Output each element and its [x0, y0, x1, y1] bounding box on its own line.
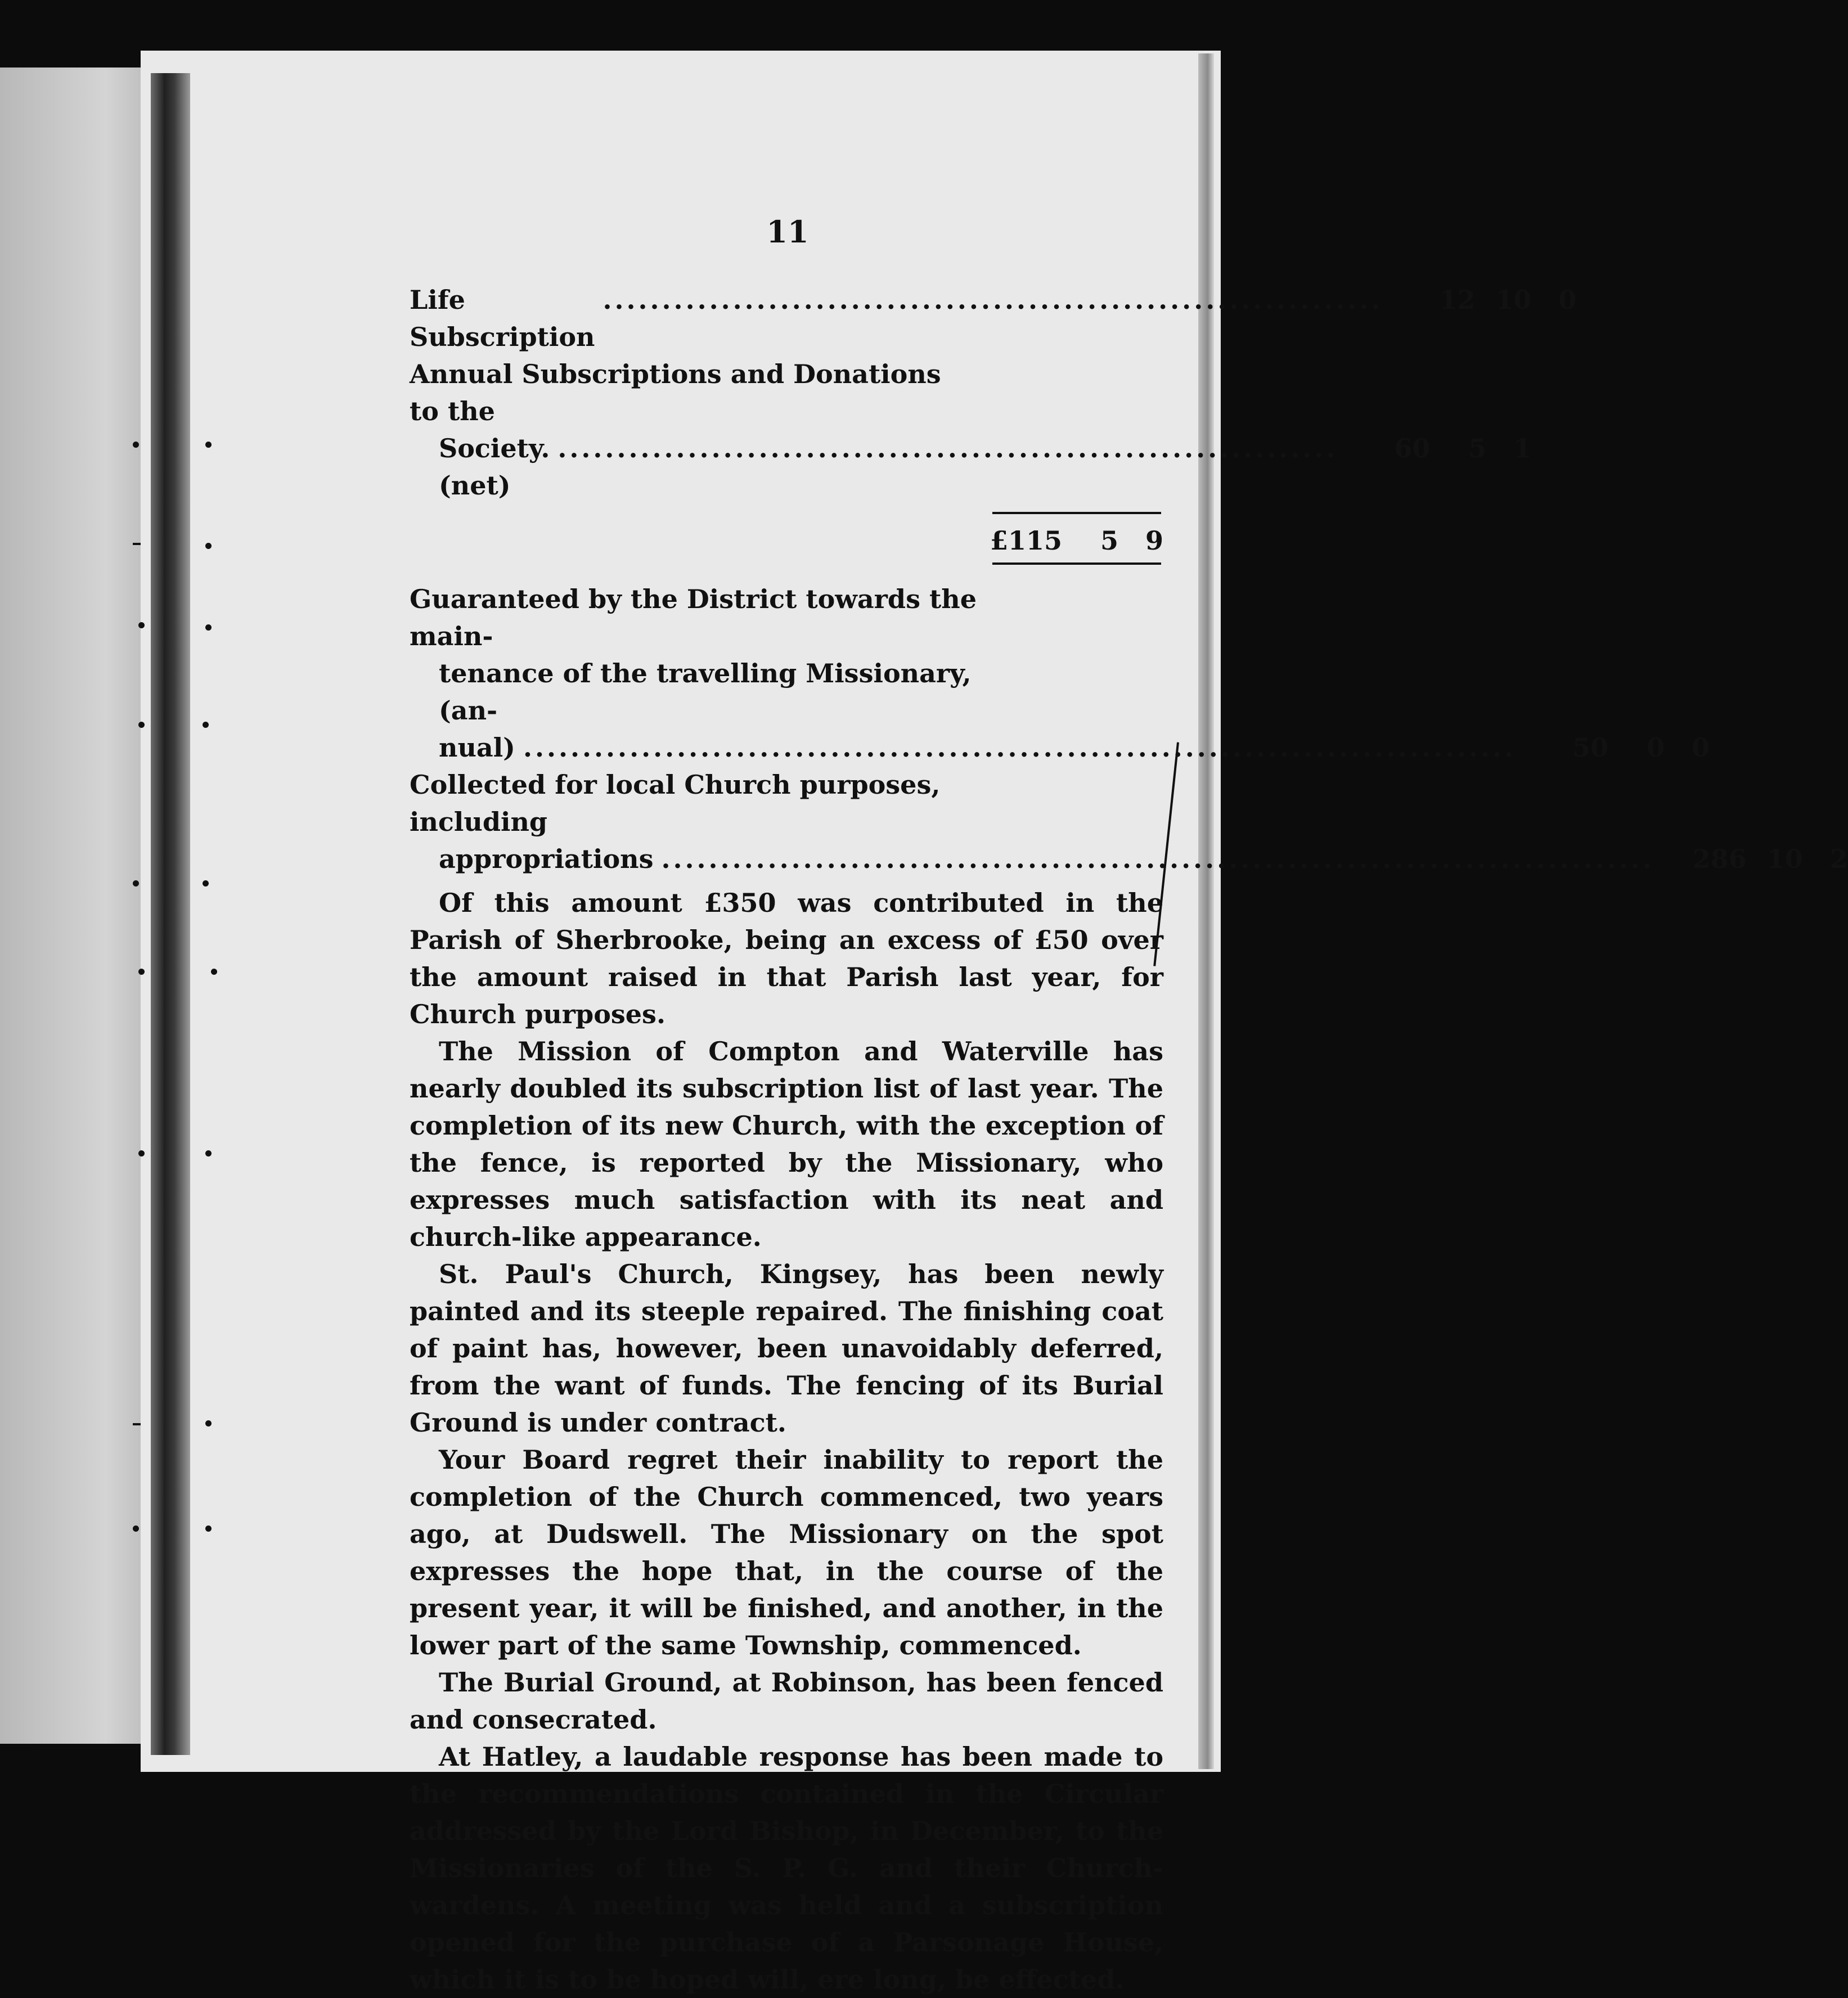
- ledger-row: [410, 580, 1710, 766]
- ledger-row: [410, 766, 1848, 878]
- leader-dots: ..................................................................: [602, 285, 1383, 315]
- margin-mark-dot: [138, 622, 145, 628]
- margin-mark-dot: [205, 543, 212, 549]
- ledger-description: Life Subscription: [410, 285, 595, 352]
- total-rule-bottom: [992, 562, 1161, 565]
- margin-mark-dot: [138, 1150, 145, 1156]
- ledger-amount: 286 10 2: [1692, 844, 1848, 874]
- margin-mark-dot: [138, 722, 145, 728]
- margin-mark-dot: [133, 1526, 139, 1532]
- book-gutter: [151, 73, 190, 1755]
- margin-mark-dot: [205, 624, 212, 631]
- margin-mark-dot: [205, 1420, 212, 1426]
- ledger-description: tenance of the travelling Missionary, (an-: [439, 658, 972, 726]
- margin-mark-dot: [133, 442, 139, 448]
- page-number: 11: [766, 214, 809, 250]
- ledger-row: [410, 281, 1577, 356]
- leader-dots: ..................................................................: [557, 433, 1338, 464]
- ledger-amount: 60 5 1: [1394, 433, 1532, 464]
- margin-mark-dot: [203, 722, 209, 728]
- total-rule-top: [992, 512, 1161, 514]
- margin-mark-dot: [205, 1526, 212, 1532]
- margin-mark-dot: [133, 880, 139, 886]
- paragraph: The Burial Ground, at Robinson, has been fenced and consecrated.: [410, 1667, 1163, 1735]
- ledger-amount: 12 10 0: [1439, 285, 1577, 315]
- page-body: [410, 281, 1848, 1998]
- ledger-total: [410, 522, 1163, 559]
- ledger-description: nual): [439, 732, 515, 763]
- total-amount: £115 5 9: [990, 525, 1163, 556]
- ledger-description: Guaranteed by the District towards the main-: [410, 584, 977, 651]
- ledger-description: Society. (net): [439, 433, 550, 501]
- ledger-row: [410, 356, 1532, 504]
- ledger-description: appropriations: [439, 844, 654, 874]
- margin-mark-dot: [205, 1150, 212, 1156]
- margin-mark-dot: [203, 880, 209, 886]
- margin-mark-dot: [205, 442, 212, 448]
- margin-mark-dash: [133, 543, 141, 545]
- facing-page: [0, 68, 151, 1744]
- margin-mark-dash: [133, 1423, 141, 1425]
- paragraph: St. Paul's Church, Kingsey, has been newly painted and its steeple repaired. The finishing coat of paint has, however, been unavoidably deferred, from the want of funds. The fencing of its Burial Ground is under contract.: [410, 1259, 1163, 1438]
- paragraph: The Mission of Compton and Waterville has nearly doubled its subscription list of last year. The completion of its new Church, with the exception of the fence, is reported by the Missionary, who expresses much satisfaction with its neat and church-like appearance.: [410, 1036, 1163, 1252]
- margin-mark-dot: [211, 969, 217, 975]
- paragraph: Of this amount £350 was contributed in the Parish of Sherbrooke, being an excess of £50 over the amount raised in that Parish last year, for Church purposes.: [410, 888, 1163, 1029]
- paragraph: Your Board regret their inability to report the completion of the Church commenced, two years ago, at Dudswell. The Missionary on the spot expresses the hope that, in the course of the present year, it will be finished, and another, in the lower part of the same Township, commenced.: [410, 1444, 1163, 1660]
- ledger-description: Annual Subscriptions and Donations to the: [410, 359, 941, 426]
- leader-dots: ....................................................................................: [661, 844, 1654, 874]
- margin-mark-dot: [138, 969, 145, 975]
- leader-dots: ....................................................................................: [523, 732, 1517, 763]
- ledger-description: Collected for local Church purposes, including: [410, 770, 941, 837]
- ledger-amount: 50 0 0: [1572, 732, 1710, 763]
- paragraph: At Hatley, a laudable response has been made to the recommendations contained in the Circular addressed by the Lord Bishop, in December, to the Missionaries of the S. P. G. and their Church-wardens. A meeting was held and a subscription opened for the purchase of a Parsonage House, which it is to be hoped will, ere long, be effected.: [410, 1742, 1163, 1995]
